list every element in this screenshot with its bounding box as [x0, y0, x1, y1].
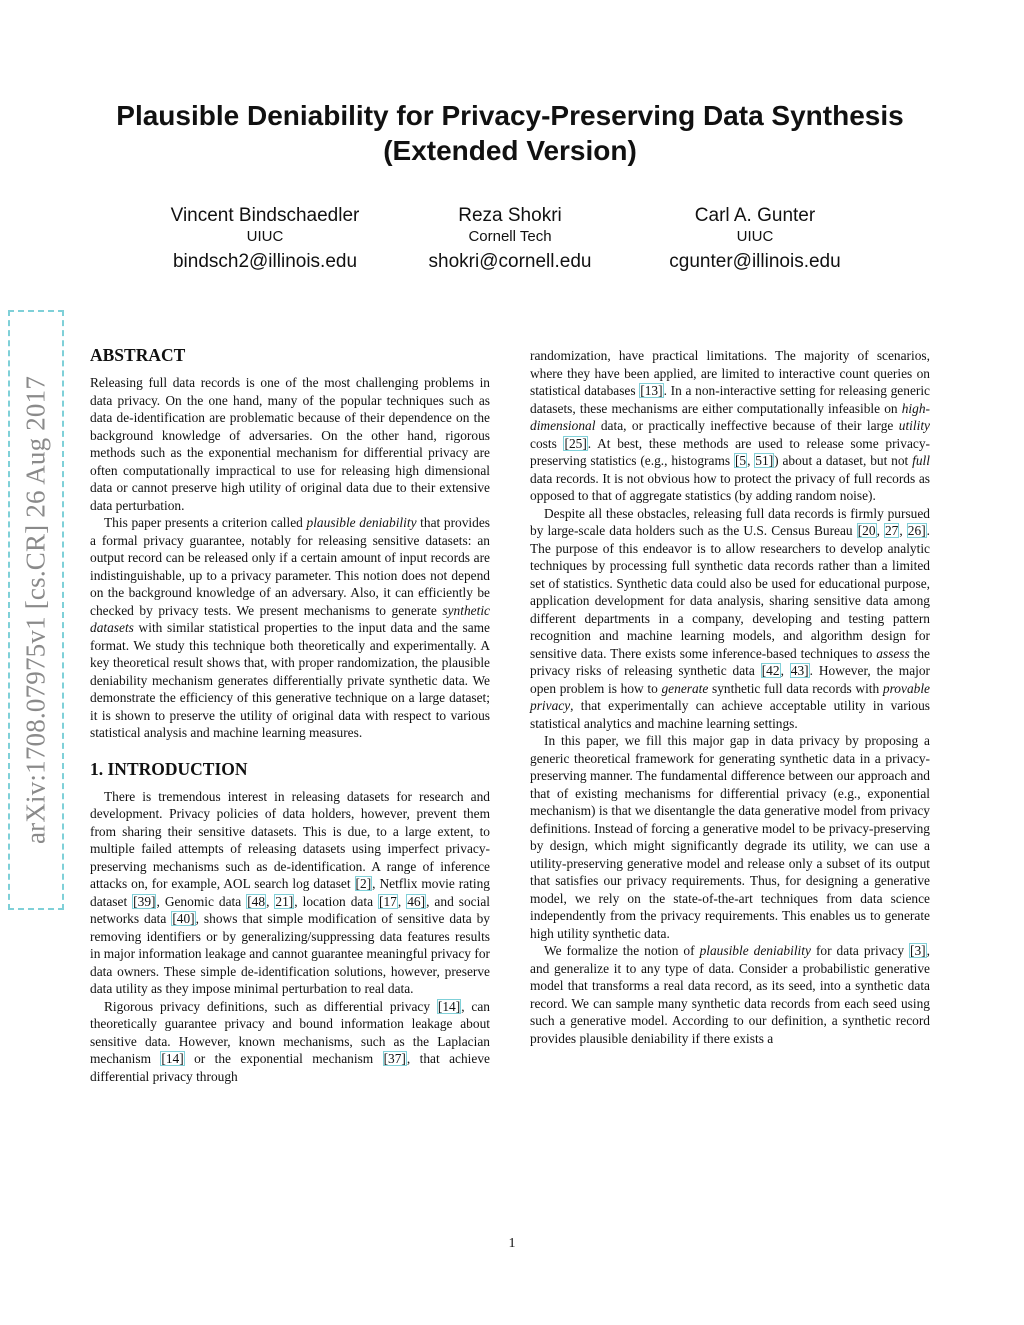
arxiv-stamp-text: arXiv:1708.07975v1 [cs.CR] 26 Aug 2017: [20, 375, 51, 845]
arxiv-stamp: [8, 310, 64, 910]
citation-link[interactable]: 46]: [407, 893, 426, 909]
right-paragraph-3: In this paper, we fill this major gap in data privacy by proposing a generic theoretical framework for generating synthetic data in a privacy-preserving manner. The fundamental difference between our approach and that of existing mechanisms for differential privacy (e.g., exponential mechanism) is that we disentangle the data generative model from privacy definitions. Instead of forcing a generative model to be privacy-preserving by design, which might significantly degrade its utility, we can use a utility-preserving generative model and release only a subset of its output that satisfies our privacy requirements. Thus, for designing a generative model, we rely on the state-of-the-art techniques from data science independently from the privacy requirements. This enables us to generate high utility synthetic data.: [530, 733, 930, 941]
author-affiliation: UIUC: [246, 228, 284, 245]
citation-link[interactable]: [40]: [172, 911, 195, 926]
citation-link[interactable]: 51]: [755, 453, 774, 468]
paper-title: Plausible Deniability for Privacy-Preserving Data Synthesis (Extended Version): [116, 100, 904, 166]
introduction-heading: 1. INTRODUCTION: [90, 758, 248, 779]
citation-link[interactable]: [20: [857, 523, 876, 538]
citation-link[interactable]: 43]: [790, 663, 809, 678]
right-paragraph-1: randomization, have practical limitations. The majority of scenarios, where they have been applied, are limited to interactive count queries on statistical databases [13]. In a non-interactive setting for releasing generic datasets, these mechanisms are either computationally infeasible on high-dimensional data, or practically ineffective because of their large utility costs [25]. At best, these methods are used to release some privacy-preserving statistics (e.g., histograms [5, 51]) about a dataset, but not full data records. It is not obvious how to protect the privacy of full records as opposed to that of aggregate statistics (by adding random noise).: [530, 348, 931, 503]
author-email: shokri@cornell.edu: [428, 251, 592, 272]
author-name: Reza Shokri: [458, 205, 562, 226]
author-1: [140, 204, 390, 274]
right-paragraph-4: We formalize the notion of plausible deniability for data privacy [3], and generalize it to any type of data. Consider a probabilistic generative model that transforms a real data record, as its seed, into a synthetic data record. We can sample many synthetic data records from each seed using such a generative model. According to our definition, a synthetic record provides plausible deniability if there exists a: [530, 943, 930, 1046]
intro-paragraph-2: Rigorous privacy definitions, such as differential privacy [14], can theoretically guarantee privacy and bound information leakage about sensitive data. However, known mechanisms, such as the Laplacian mechanism [14] or the exponential mechanism [37], that achieve differential privacy through: [90, 998, 490, 1084]
author-name: Vincent Bindschaedler: [170, 205, 360, 226]
citation-link[interactable]: [39]: [133, 893, 156, 909]
citation-link[interactable]: [17: [379, 893, 397, 909]
intro-paragraph-1: There is tremendous interest in releasing datasets for research and development. Privacy policies of data holders, however, prevent them from sharing their sensitive datasets. This is due, to a large extent, to multiple failed attempts of releasing datasets using imperfect privacy-preserving mechanisms such as de-identification. A range of inference attacks on, for example, AOL search log dataset [2], Netflix movie rating dataset [39], Genomic data [48, 21], location data [17, 46], and social networks data [40], shows that simple modification of sensitive data by removing identifiers or by generalizing/suppressing data features results in major information leakage and cannot guarantee meaningful privacy for data owners. These simple de-identification solutions, however, preserve data utility as they impose minimal perturbation to real data.: [90, 788, 491, 996]
citation-link[interactable]: [3]: [910, 943, 926, 958]
author-affiliation: Cornell Tech: [468, 228, 552, 245]
citation-link[interactable]: [2]: [355, 876, 372, 891]
citation-link[interactable]: 26]: [907, 523, 926, 538]
page-number: 1: [508, 1236, 516, 1251]
citation-link[interactable]: 27: [884, 523, 899, 538]
left-column: [90, 344, 490, 1085]
author-2: [385, 204, 635, 274]
author-name: Carl A. Gunter: [694, 205, 816, 226]
citation-link[interactable]: [25]: [564, 435, 587, 451]
citation-link[interactable]: [14]: [437, 998, 461, 1014]
author-email: cgunter@illinois.edu: [669, 251, 841, 272]
author-3: [630, 204, 880, 274]
abstract-paragraph-1: Releasing full data records is one of the most challenging problems in data privacy. On the one hand, many of the popular techniques such as data de-identification are problematic because of their dependence on the background knowledge of adversaries. On the other hand, rigorous methods such as the exponential mechanism for differential privacy are often computationally impractical to use for releasing high dimensional data or cannot preserve high utility of original data due to their extensive data perturbation.: [90, 375, 490, 513]
author-email: bindsch2@illinois.edu: [172, 251, 358, 272]
author-affiliation: UIUC: [736, 228, 774, 245]
citation-link[interactable]: [13]: [640, 383, 663, 398]
citation-link[interactable]: [37]: [383, 1051, 406, 1066]
citation-link[interactable]: [14]: [161, 1051, 184, 1066]
citation-link[interactable]: [42: [761, 663, 780, 678]
citation-link[interactable]: 21]: [275, 893, 294, 909]
abstract-heading: ABSTRACT: [90, 345, 186, 365]
right-paragraph-2: Despite all these obstacles, releasing full data records is firmly pursued by large-scale data holders such as the U.S. Census Bureau [20, 27, 26]. The purpose of this endeavor is to allow researchers to develop analytic techniques by processing full synthetic data records rather than a limited set of statistics. Synthetic data could also be used for educational purpose, application development for data analysis, sharing sensitive data among different departments in a company, developing and testing pattern recognition and machine learning models, and algorithm design for sensitive data. There exists some inference-based techniques to assess the privacy risks of releasing synthetic data [42, 43]. However, the major open problem is how to generate synthetic full data records with provable privacy, that experimentally can achieve acceptable utility in various statistical analytics and machine learning settings.: [530, 505, 931, 731]
right-column: [530, 347, 930, 1047]
citation-link[interactable]: [5: [734, 453, 747, 468]
citation-link[interactable]: [48: [247, 893, 266, 909]
abstract-paragraph-2: This paper presents a criterion called plausible deniability that provides a formal privacy guarantee, notably for releasing sensitive datasets: an output record can be released only if a certain amount of input records are indistinguishable, up to a privacy parameter. This notion does not depend on the background knowledge of an adversary. Also, it can efficiently be checked by privacy tests. We present mechanisms to generate synthetic datasets with similar statistical properties to the input data and the same format. We study this technique both theoretically and experimentally. A key theoretical result shows that, with proper randomization, the plausible deniability mechanism generates differentially private synthetic data. We demonstrate the efficiency of this generative technique on a large dataset; it is shown to preserve the utility of original data with respect to various statistical analysis and machine learning measures.: [90, 515, 491, 740]
